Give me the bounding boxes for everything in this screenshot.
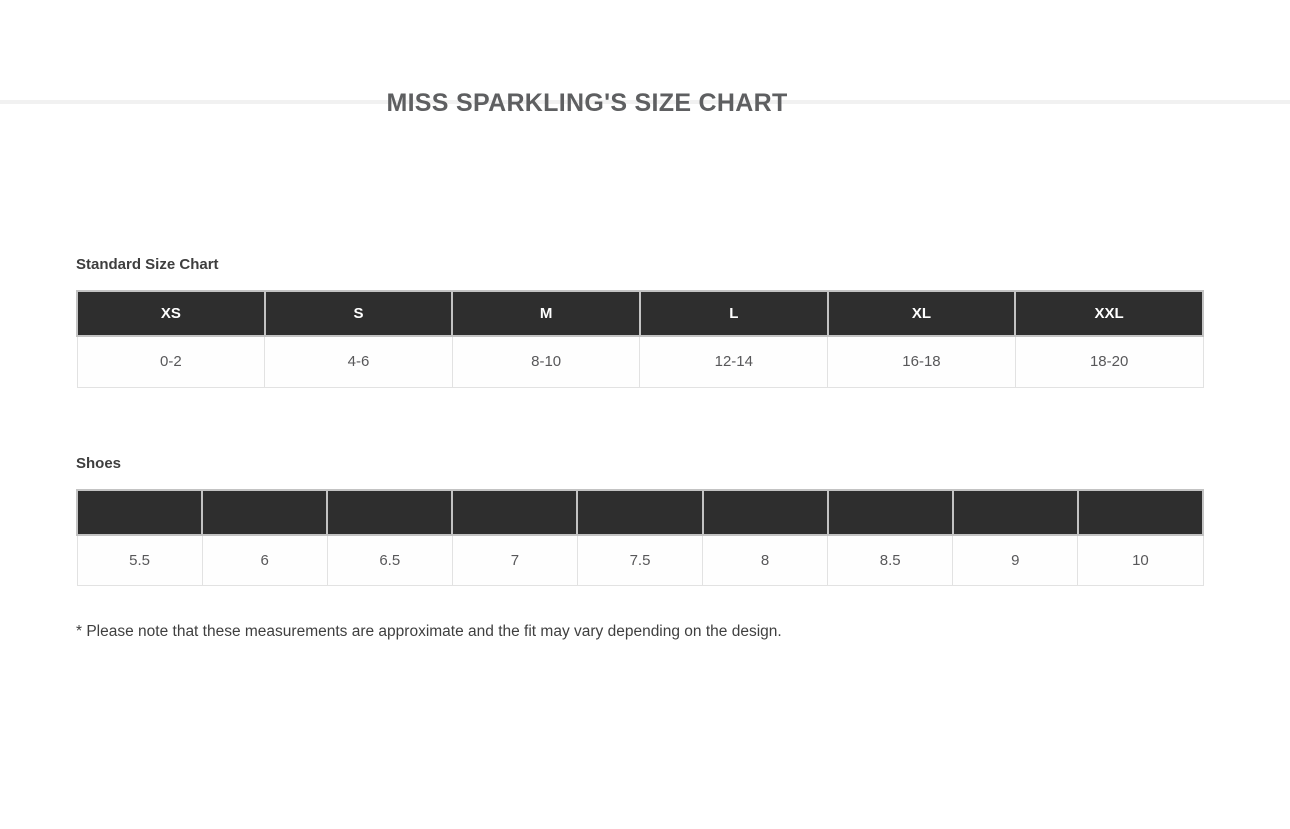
size-value-xl: 16-18 <box>828 336 1016 387</box>
shoes-header-row <box>77 490 1203 535</box>
size-value-xxl: 18-20 <box>1015 336 1203 387</box>
size-header-l: L <box>640 291 828 336</box>
shoe-header-1 <box>77 490 202 535</box>
shoe-header-4 <box>452 490 577 535</box>
shoe-header-7 <box>828 490 953 535</box>
shoes-table <box>76 489 1204 587</box>
size-header-xl: XL <box>828 291 1016 336</box>
shoe-value-6: 8 <box>703 535 828 586</box>
shoe-header-8 <box>953 490 1078 535</box>
shoe-header-9 <box>1078 490 1203 535</box>
standard-size-value-row <box>77 336 1203 387</box>
shoe-value-3: 6.5 <box>327 535 452 586</box>
size-header-xxl: XXL <box>1015 291 1203 336</box>
footnote: * Please note that these measurements are approximate and the fit may vary depending on the design. <box>76 623 782 640</box>
shoe-value-5: 7.5 <box>577 535 702 586</box>
size-value-l: 12-14 <box>640 336 828 387</box>
standard-size-chart-label: Standard Size Chart <box>76 256 219 273</box>
shoe-value-2: 6 <box>202 535 327 586</box>
page-title: MISS SPARKLING'S SIZE CHART <box>386 89 788 117</box>
size-value-m: 8-10 <box>452 336 640 387</box>
shoe-header-5 <box>577 490 702 535</box>
shoe-value-7: 8.5 <box>828 535 953 586</box>
shoe-value-9: 10 <box>1078 535 1203 586</box>
standard-size-table <box>76 290 1204 388</box>
shoes-label: Shoes <box>76 454 122 472</box>
shoe-value-8: 9 <box>953 535 1078 586</box>
shoe-value-1: 5.5 <box>77 535 202 586</box>
shoe-header-2 <box>202 490 327 535</box>
shoe-value-4: 7 <box>452 535 577 586</box>
standard-size-header-row <box>77 291 1203 336</box>
size-value-xs: 0-2 <box>77 336 265 387</box>
shoe-header-6 <box>703 490 828 535</box>
shoe-header-3 <box>327 490 452 535</box>
size-value-s: 4-6 <box>265 336 453 387</box>
shoes-value-row <box>77 535 1203 586</box>
size-header-m: M <box>452 291 640 336</box>
size-header-xs: XS <box>77 291 265 336</box>
size-header-s: S <box>265 291 453 336</box>
size-chart-content <box>76 255 1204 642</box>
